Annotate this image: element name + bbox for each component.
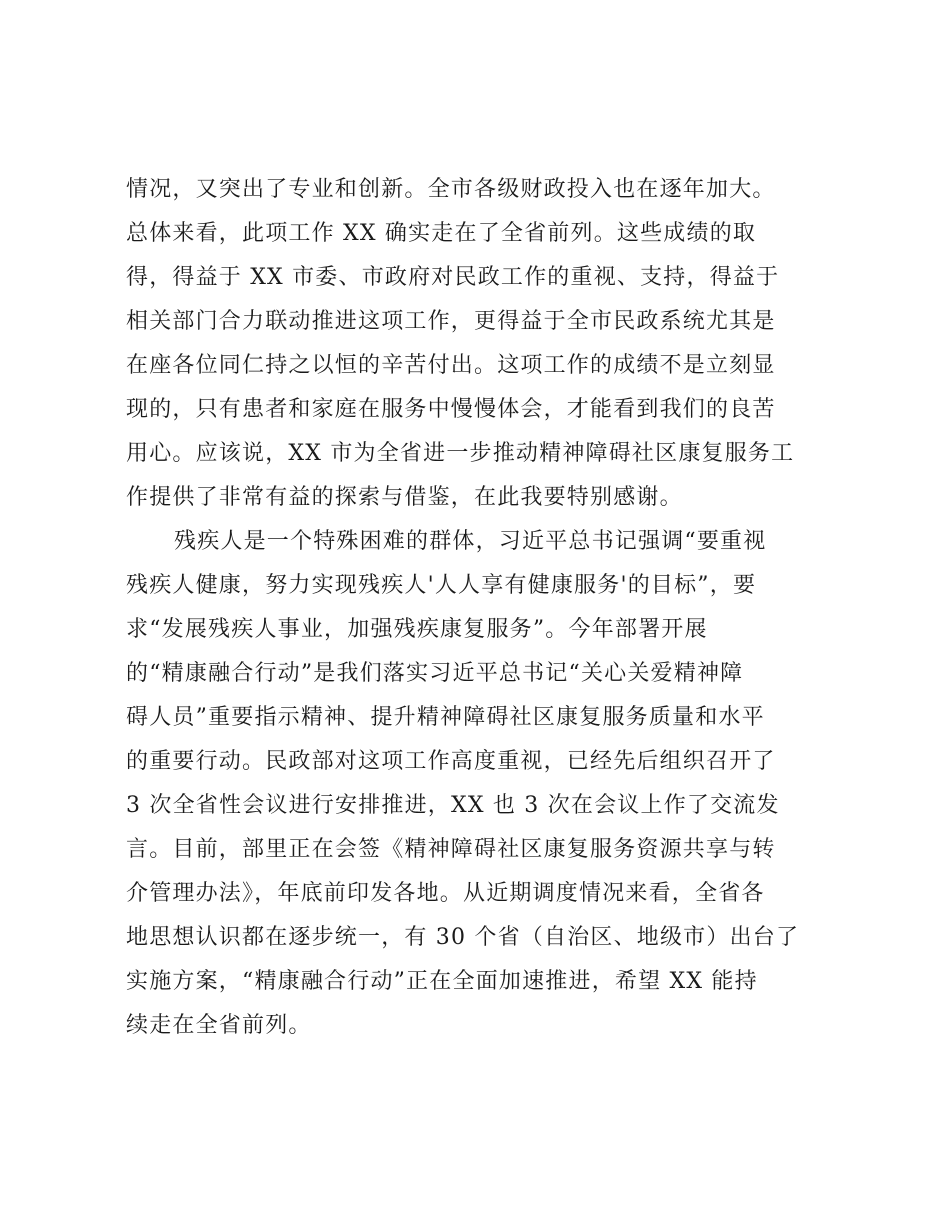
paragraph-line: 总体来看，此项工作 XX 确实走在了全省前列。这些成绩的取 bbox=[126, 221, 757, 246]
paragraph-line: 地思想认识都在逐步统一，有 30 个省（自治区、地级市）出台了 bbox=[126, 925, 800, 950]
paragraph-line: 作提供了非常有益的探索与借鉴，在此我要特别感谢。 bbox=[126, 485, 683, 510]
paragraph-line: 碍人员”重要指示精神、提升精神障碍社区康复服务质量和水平 bbox=[126, 705, 765, 730]
paragraph-line: 相关部门合力联动推进这项工作，更得益于全市民政系统尤其是 bbox=[126, 309, 776, 334]
paragraph-2 bbox=[126, 520, 846, 1048]
paragraph-line: 求“发展残疾人事业，加强残疾康复服务”。今年部署开展 bbox=[126, 617, 708, 642]
paragraph-line: 残疾人是一个特殊困难的群体，习近平总书记强调“要重视 bbox=[174, 529, 767, 554]
paragraph-line: 的重要行动。民政部对这项工作高度重视，已经先后组织召开了 bbox=[126, 749, 776, 774]
paragraph-line: 言。目前，部里正在会签《精神障碍社区康复服务资源共享与转 bbox=[126, 837, 776, 862]
paragraph-line: 情况，又突出了专业和创新。全市各级财政投入也在逐年加大。 bbox=[126, 177, 776, 202]
paragraph-line: 3 次全省性会议进行安排推进，XX 也 3 次在会议上作了交流发 bbox=[126, 793, 780, 818]
paragraph-1 bbox=[126, 168, 846, 520]
paragraph-line: 介管理办法》，年底前印发各地。从近期调度情况来看，全省各 bbox=[126, 881, 765, 906]
document-body bbox=[126, 168, 846, 1048]
paragraph-line: 残疾人健康，努力实现残疾人'人人享有健康服务'的目标”，要 bbox=[126, 573, 757, 598]
paragraph-line: 在座各位同仁持之以恒的辛苦付出。这项工作的成绩不是立刻显 bbox=[126, 353, 776, 378]
paragraph-line: 得，得益于 XX 市委、市政府对民政工作的重视、支持，得益于 bbox=[126, 265, 780, 290]
paragraph-line: 实施方案，“精康融合行动”正在全面加速推进，希望 XX 能持 bbox=[126, 969, 758, 994]
paragraph-line: 的“精康融合行动”是我们落实习近平总书记“关心关爱精神障 bbox=[126, 661, 744, 686]
paragraph-line: 现的，只有患者和家庭在服务中慢慢体会，才能看到我们的良苦 bbox=[126, 397, 776, 422]
paragraph-line: 用心。应该说，XX 市为全省进一步推动精神障碍社区康复服务工 bbox=[126, 441, 795, 466]
paragraph-line: 续走在全省前列。 bbox=[126, 1013, 312, 1038]
